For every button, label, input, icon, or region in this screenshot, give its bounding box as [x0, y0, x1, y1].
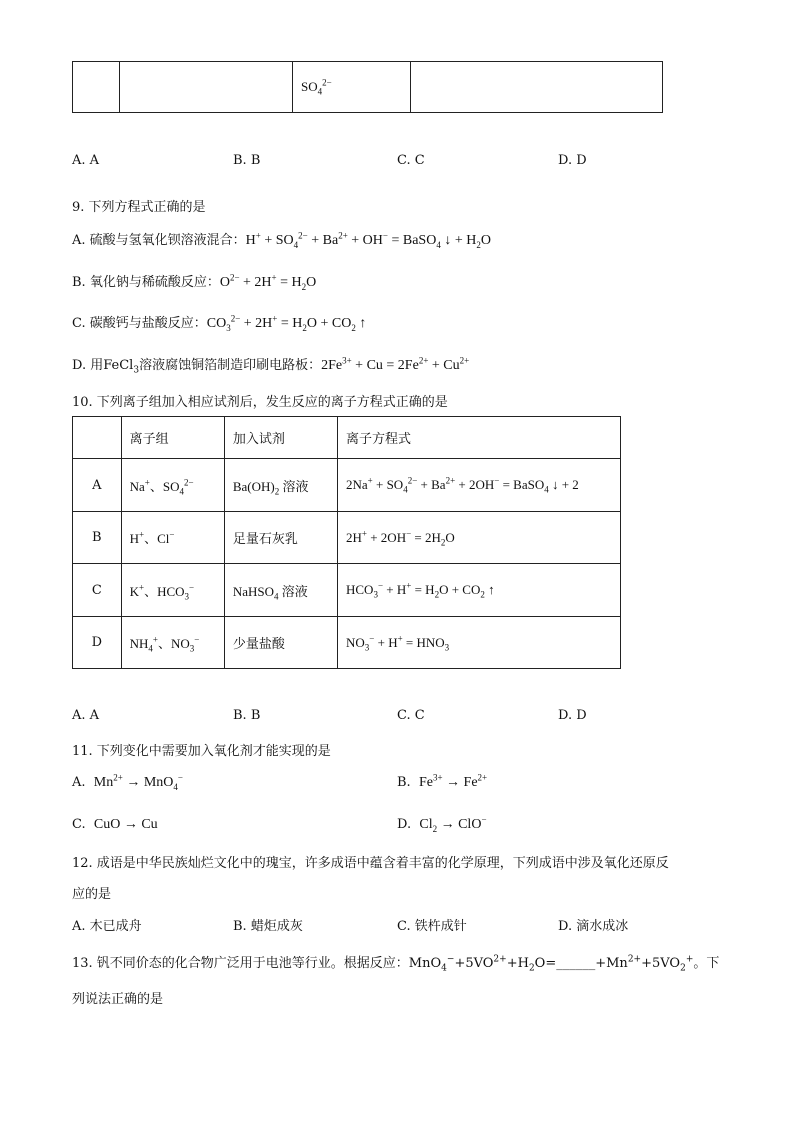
q9-option-c-formula: $CO_3^{2-} + 2H^+ = H_2O + CO_2$ ↑: [206, 313, 367, 333]
q10-row-reagent: 少量盐酸: [224, 617, 337, 669]
q11-option-b[interactable]: [397, 772, 488, 791]
q8-option-d[interactable]: D. D: [558, 153, 587, 168]
q8-option-a[interactable]: A. A: [72, 153, 100, 168]
q11-option-b-label: B.: [397, 775, 411, 790]
q11-option-c-label: C.: [72, 817, 86, 832]
q11-option-d[interactable]: [397, 814, 487, 834]
q12-stem-line2: 应的是: [72, 887, 112, 902]
q9-option-d[interactable]: [72, 354, 469, 374]
q8-option-b[interactable]: B. B: [233, 153, 261, 168]
q11-option-d-formula: $Cl_2 \to ClO^-$: [419, 814, 487, 834]
q10-row-equation: $NO_3^- + H^+ = HNO_3$: [338, 617, 621, 669]
q10-table: [72, 416, 621, 669]
q10-row-ions: K+、$HCO_3^-$: [121, 564, 224, 617]
q10-header-cell: 离子方程式: [338, 417, 621, 459]
q8-table-cell: [73, 62, 120, 113]
q9-option-d-text: D. 用FeCl$_3$溶液腐蚀铜箔制造印刷电路板：: [72, 358, 322, 376]
q13-stem-line1: 13. 钒不同价态的化合物广泛用于电池等行业。根据反应：$MnO_4^-+5VO^{2+}+H_2O=\_\_\_\_\_\_+Mn^{2+}+5VO_2^+$。下: [72, 954, 720, 974]
q11-option-c-formula: CuO → Cu: [93, 817, 158, 832]
q12-option-a[interactable]: A. 木已成舟: [72, 919, 142, 934]
q10-row-label: B: [73, 512, 122, 564]
q9-option-b-text: B. 氧化钠与稀硫酸反应：: [72, 275, 220, 290]
q8-table-cell-formula: $SO_4^{2-}$: [293, 62, 411, 113]
q10-option-b[interactable]: B. B: [233, 708, 261, 723]
q12-option-c[interactable]: C. 铁杵成针: [397, 919, 467, 934]
q10-row-ions: Na+、$SO_4^{2-}$: [121, 459, 224, 512]
q10-header-row: [73, 417, 621, 459]
q11-option-a[interactable]: [72, 772, 183, 792]
q9-option-c[interactable]: [72, 312, 366, 332]
q10-table-row: [73, 564, 621, 617]
q8-table-cell: [411, 62, 663, 113]
q10-option-c[interactable]: C. C: [397, 708, 425, 723]
q10-row-reagent: 足量石灰乳: [224, 512, 337, 564]
q10-row-equation: $2H^+ + 2OH^- = 2H_2O$: [338, 512, 621, 564]
q9-option-b-formula: $O^{2-} + 2H^+ = H_2O$: [219, 272, 317, 292]
q8-table-fragment: [72, 61, 663, 113]
q10-option-d[interactable]: D. D: [558, 708, 587, 723]
q9-option-d-formula: $2Fe^{3+} + Cu = 2Fe^{2+} + Cu^{2+}$: [321, 355, 470, 373]
q10-row-equation: [338, 459, 621, 512]
q10-row-ions: H+、Cl−: [121, 512, 224, 564]
q10-header-cell: [73, 417, 122, 459]
q9-option-a-formula: $H^+ + SO_4^{2-} + Ba^{2+} + OH^-$ = BaSO$_4$ ↓ + $H_2O$: [245, 230, 491, 250]
q9-option-a[interactable]: [72, 229, 491, 249]
q10-table-row: [73, 512, 621, 564]
q10-stem: 10. 下列离子组加入相应试剂后，发生反应的离子方程式正确的是: [72, 395, 448, 410]
q8-table-cell: [120, 62, 293, 113]
q9-option-a-text: A. 硫酸与氢氧化钡溶液混合：: [72, 233, 246, 248]
q9-option-b[interactable]: [72, 271, 316, 291]
q10-row-label: C: [73, 564, 122, 617]
q11-option-c[interactable]: [72, 817, 158, 833]
q10-row-ions: $NH_4^+$、$NO_3^-$: [121, 617, 224, 669]
q12-stem-line1: 12. 成语是中华民族灿烂文化中的瑰宝，许多成语中蕴含着丰富的化学原理，下列成语中涉及氧化还原反: [72, 856, 669, 871]
q10-row-equation: $HCO_3^- + H^+ = H_2O + CO_2$ ↑: [338, 564, 621, 617]
q11-option-d-label: D.: [397, 817, 412, 832]
q13-stem-line2: 列说法正确的是: [72, 992, 164, 1007]
q12-option-d[interactable]: D. 滴水成冰: [558, 919, 629, 934]
q11-option-b-formula: $Fe^{3+} \to Fe^{2+}$: [418, 772, 488, 790]
q10-row-label: A: [73, 459, 122, 512]
q10-header-cell: 离子组: [121, 417, 224, 459]
q10-row-label: D: [73, 617, 122, 669]
q9-stem: 9. 下列方程式正确的是: [72, 200, 206, 215]
q10-header-cell: 加入试剂: [224, 417, 337, 459]
q8-option-c[interactable]: C. C: [397, 153, 425, 168]
q12-option-b[interactable]: B. 蜡炬成灰: [233, 919, 303, 934]
q10-table-row: [73, 617, 621, 669]
q10-option-a[interactable]: A. A: [72, 708, 100, 723]
q10-row-equation-text: $2Na^+ + SO_4^{2-} + Ba^{2+} + 2OH^-$ = BaSO$_4$ ↓ + 2: [346, 477, 579, 493]
q11-option-a-label: A.: [72, 775, 86, 790]
q9-option-c-text: C. 碳酸钙与盐酸反应：: [72, 316, 207, 331]
q11-stem: 11. 下列变化中需要加入氧化剂才能实现的是: [72, 744, 331, 759]
q10-row-reagent: NaHSO$_4$ 溶液: [224, 564, 337, 617]
q11-option-a-formula: $Mn^{2+} \to MnO_4^-$: [93, 772, 183, 792]
q10-table-row: [73, 459, 621, 512]
q10-row-reagent: $Ba(OH)_2$ 溶液: [224, 459, 337, 512]
